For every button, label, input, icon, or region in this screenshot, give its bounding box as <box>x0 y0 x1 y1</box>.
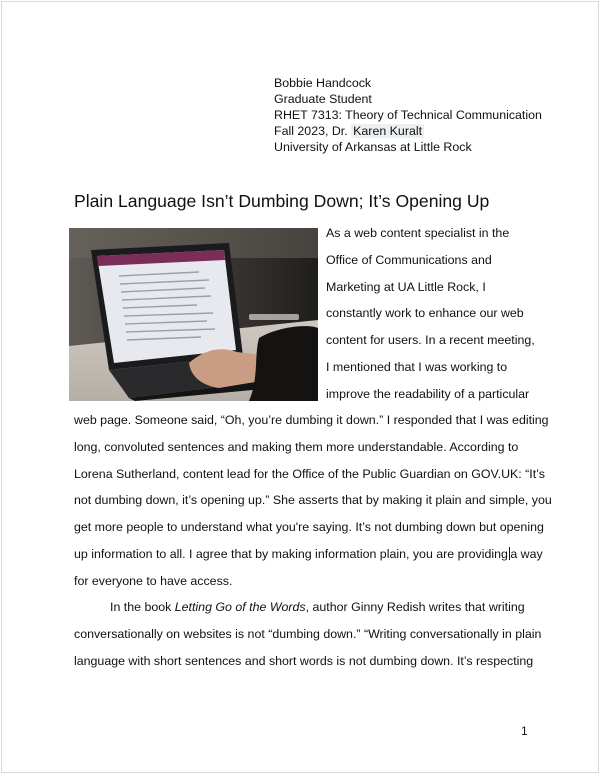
text-line <box>74 594 541 621</box>
body-paragraph-1 <box>74 407 552 595</box>
text-line: constantly work to enhance our web <box>326 306 524 321</box>
text-before-cursor: up information to all. I agree that by making information plain, you are providing <box>74 546 508 561</box>
text-line: content for users. In a recent meeting, <box>326 333 535 348</box>
school-name: University of Arkansas at Little Rock <box>274 140 472 154</box>
text-line-with-cursor <box>74 541 552 568</box>
text-line: improve the readability of a particular <box>326 386 530 401</box>
laptop-photo[interactable] <box>69 228 318 401</box>
text-line: long, convoluted sentences and making them more understandable. According to <box>74 439 519 454</box>
term-prefix: Fall 2023, Dr. <box>274 124 348 138</box>
wrapped-paragraph <box>326 220 535 408</box>
document-page <box>1 1 599 773</box>
book-title: Letting Go of the Words <box>174 600 306 614</box>
text-line: for everyone to have access. <box>74 573 233 588</box>
page-number: 1 <box>521 724 528 738</box>
course-title: RHET 7313: Theory of Technical Communication <box>274 108 542 122</box>
text-line: Lorena Sutherland, content lead for the Office of the Public Guardian on GOV.UK: “It’s <box>74 466 545 481</box>
instructor-name[interactable]: Karen Kuralt <box>353 124 423 138</box>
author-role: Graduate Student <box>274 92 372 106</box>
text-line: get more people to understand what you're saying. It’s not dumbing down but opening <box>74 520 544 535</box>
text-line: language with short sentences and short words is not dumbing down. It’s respecting <box>74 653 534 668</box>
laptop-photo-icon <box>69 228 318 401</box>
author-header <box>274 75 542 155</box>
text-after-cursor: a way <box>510 546 543 561</box>
author-name: Bobbie Handcock <box>274 76 372 90</box>
book-intro: In the book <box>110 600 175 614</box>
document-title: Plain Language Isn’t Dumbing Down; It’s Opening Up <box>74 191 490 211</box>
text-line: Marketing at UA Little Rock, I <box>326 279 486 294</box>
body-paragraph-2 <box>74 594 541 674</box>
text-line: web page. Someone said, “Oh, you’re dumbing it down.” I responded that I was editing <box>74 413 549 427</box>
text-line: As a web content specialist in the <box>326 226 510 240</box>
text-line: not dumbing down, it’s opening up.” She asserts that by making it plain and simple, you <box>74 493 552 508</box>
term-line <box>274 123 542 139</box>
book-outro: , author Ginny Redish writes that writing <box>305 600 525 614</box>
text-line: I mentioned that I was working to <box>326 359 508 374</box>
text-line: Office of Communications and <box>326 252 492 267</box>
text-line: conversationally on websites is not “dumbing down.” “Writing conversationally in plain <box>74 626 542 641</box>
